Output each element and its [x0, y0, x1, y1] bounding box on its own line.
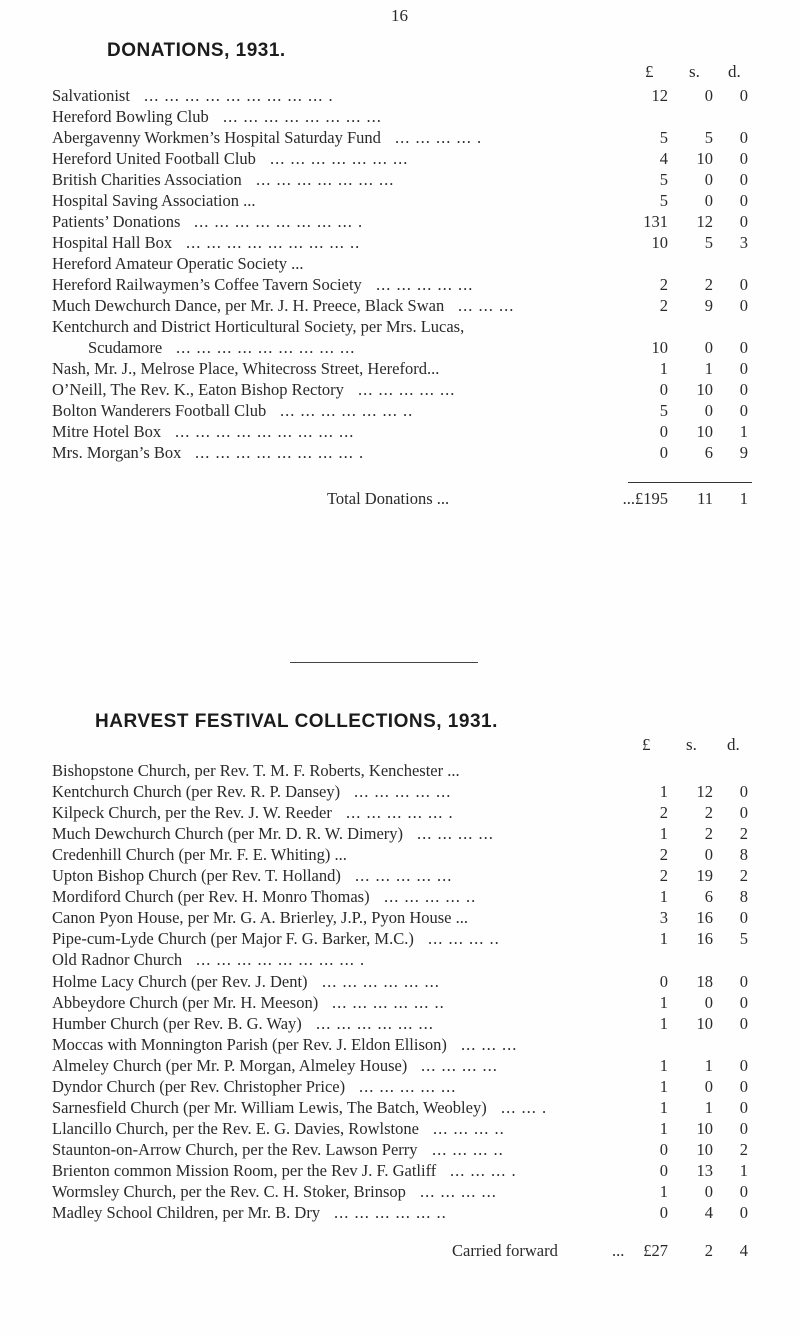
harvest-row-label: Madley School Children, per Mr. B. Dry [52, 1203, 321, 1223]
page-number: 16 [391, 6, 408, 25]
harvest-row-shillings: 10 [696, 1118, 713, 1138]
harvest-row [0, 865, 800, 887]
harvest-row-pence: 8 [739, 845, 748, 865]
harvest-row-pence: 0 [739, 908, 748, 928]
donation-row-pence: 0 [739, 128, 748, 147]
harvest-row-label: Humber Church (per Rev. B. G. Way) [52, 1013, 302, 1033]
donation-row-label: Bolton Wanderers Football Club [52, 401, 267, 420]
harvest-row-shillings: 0 [704, 1182, 713, 1201]
donation-row-label: Mitre Hotel Box [52, 422, 162, 441]
donation-row-pounds: 0 [659, 380, 668, 399]
donation-row-shillings: 10 [696, 380, 713, 399]
harvest-row-pence: 0 [739, 1055, 748, 1075]
leader-dots: ... ... ... ... ... ... ... ... . [194, 212, 364, 231]
leader-dots: ... ... ... ... ... ... ... [256, 170, 395, 189]
donation-row-pounds: 5 [659, 170, 668, 189]
carried-forward-dots: ... [612, 1241, 625, 1260]
harvest-row-pence: 0 [739, 1182, 748, 1201]
donation-row [0, 295, 800, 317]
donation-row-pence: 1 [739, 422, 748, 441]
harvest-row-label: Kentchurch Church (per Rev. R. P. Dansey) [52, 782, 341, 802]
donation-row-label: O’Neill, The Rev. K., Eaton Bishop Rectory [52, 380, 344, 399]
donation-row-pence: 0 [739, 149, 748, 168]
leader-dots: ... ... ... ... ... ... [322, 971, 440, 991]
harvest-row-pence: 2 [739, 866, 748, 886]
donation-row-pounds: 12 [651, 86, 668, 105]
harvest-row-pounds: 0 [659, 971, 668, 991]
harvest-row-shillings: 1 [704, 1055, 713, 1075]
harvest-row-shillings: 10 [696, 1013, 713, 1033]
donation-row-shillings: 6 [704, 443, 713, 462]
donation-row [0, 442, 800, 464]
donations-total-pounds: ...£195 [622, 489, 668, 508]
harvest-row-label: Kilpeck Church, per the Rev. J. W. Reeder [52, 803, 332, 823]
harvest-row-shillings: 2 [704, 824, 713, 844]
donation-row-pence: 9 [739, 443, 748, 462]
harvest-row-pounds: 1 [659, 1013, 668, 1033]
harvest-row-pounds: 1 [659, 887, 668, 907]
harvest-row-pence: 0 [739, 803, 748, 823]
donation-row-shillings: 0 [704, 401, 713, 420]
harvest-row [0, 886, 800, 908]
donation-row-label: Hospital Hall Box [52, 233, 173, 252]
harvest-row-label: Llancillo Church, per the Rev. E. G. Davies, Rowlstone [52, 1118, 419, 1138]
harvest-row-label: Moccas with Monnington Parish (per Rev. J. Eldon Ellison) [52, 1034, 447, 1054]
harvest-row-shillings: 13 [696, 1160, 713, 1180]
leader-dots: ... ... ... ... .. [384, 887, 477, 907]
harvest-row [0, 1055, 800, 1077]
leader-dots: ... ... ... ... [421, 1055, 498, 1075]
leader-dots: ... ... ... ... ... .. [334, 1203, 447, 1223]
harvest-row [0, 928, 800, 950]
donation-row-pence: 0 [739, 275, 748, 294]
harvest-row [0, 844, 800, 866]
donation-row [0, 148, 800, 170]
donation-row [0, 400, 800, 422]
harvest-row-shillings: 6 [704, 887, 713, 907]
harvest-row-label: Much Dewchurch Church (per Mr. D. R. W. Dimery) [52, 824, 404, 844]
leader-dots: ... ... ... ... ... [358, 380, 456, 399]
harvest-row-label: Holme Lacy Church (per Rev. J. Dent) [52, 971, 308, 991]
donation-row-pounds: 1 [659, 359, 668, 378]
harvest-row-pence: 0 [739, 782, 748, 802]
harvest-row-label: Bishopstone Church, per Rev. T. M. F. Roberts, Kenchester ... [52, 761, 460, 780]
donation-row-shillings: 12 [696, 212, 713, 231]
carried-forward-pence: 4 [739, 1241, 748, 1260]
leader-dots: ... ... ... ... ... ... [316, 1013, 434, 1033]
harvest-row-pence: 0 [739, 1118, 748, 1138]
harvest-pence-header: d. [727, 735, 740, 754]
donation-row-pounds: 131 [643, 212, 668, 231]
donation-row-pounds: 10 [651, 233, 668, 252]
donation-row-pounds: 10 [651, 338, 668, 357]
donation-row [0, 211, 800, 233]
harvest-row-label: Canon Pyon House, per Mr. G. A. Brierley, J.P., Pyon House ... [52, 908, 469, 928]
harvest-row-label: Old Radnor Church [52, 950, 183, 970]
leader-dots: ... ... ... ... ... ... ... ... . [195, 443, 365, 462]
donation-row-label: Mrs. Morgan’s Box [52, 443, 182, 462]
donation-row [0, 106, 800, 128]
donation-row [0, 337, 800, 359]
harvest-row-shillings: 0 [704, 992, 713, 1012]
harvest-row-pence: 0 [739, 971, 748, 991]
harvest-row-label: Upton Bishop Church (per Rev. T. Holland) [52, 866, 341, 886]
leader-dots: ... ... ... ... ... ... ... ... ... [175, 422, 355, 441]
donation-row-pounds: 2 [659, 275, 668, 294]
donation-row-label: Scudamore [88, 338, 163, 357]
donation-row-label: Hereford Bowling Club [52, 107, 209, 126]
donation-row-shillings: 10 [696, 149, 713, 168]
harvest-row-pence: 2 [739, 1139, 748, 1159]
leader-dots: ... ... ... ... ... [376, 275, 474, 294]
harvest-row-pence: 0 [739, 1013, 748, 1033]
harvest-row-pounds: 0 [659, 1160, 668, 1180]
donation-row [0, 379, 800, 401]
donation-row-pounds: 5 [659, 401, 668, 420]
harvest-row-pounds: 2 [659, 803, 668, 823]
carried-forward-pounds: £27 [643, 1241, 668, 1260]
donation-row-shillings: 10 [696, 422, 713, 441]
donation-row-pounds: 2 [659, 296, 668, 315]
donation-row [0, 274, 800, 296]
harvest-row-label: Mordiford Church (per Rev. H. Monro Thomas) [52, 887, 370, 907]
carried-forward-shillings: 2 [704, 1241, 713, 1260]
section-separator [290, 662, 478, 663]
harvest-row [0, 907, 800, 929]
harvest-row [0, 1034, 800, 1056]
donation-row-label: Hereford United Football Club [52, 149, 256, 168]
harvest-row-pence: 1 [739, 1160, 748, 1180]
donation-row [0, 190, 800, 212]
harvest-row [0, 1202, 800, 1224]
donation-row [0, 358, 800, 380]
harvest-row [0, 781, 800, 803]
leader-dots: ... ... ... ... ... [359, 1076, 457, 1096]
harvest-row-shillings: 18 [696, 971, 713, 991]
harvest-row-pounds: 2 [659, 845, 668, 865]
donation-row-pence: 0 [739, 86, 748, 105]
donations-total-shillings: 11 [697, 489, 713, 508]
donation-row-label: Hospital Saving Association ... [52, 191, 256, 210]
harvest-title: HARVEST FESTIVAL COLLECTIONS, 1931. [95, 711, 498, 732]
donation-row-pence: 3 [739, 233, 748, 252]
harvest-row-pence: 8 [739, 887, 748, 907]
leader-dots: ... ... . [501, 1097, 548, 1117]
leader-dots: ... ... ... [461, 1034, 518, 1054]
harvest-row-pounds: 1 [659, 782, 668, 802]
donation-row-label: Abergavenny Workmen’s Hospital Saturday Fund [52, 128, 381, 147]
harvest-row [0, 1139, 800, 1161]
donations-total-rule [628, 482, 752, 483]
donation-row-pounds: 5 [659, 191, 668, 210]
harvest-row-pounds: 2 [659, 866, 668, 886]
leader-dots: ... ... ... ... ... ... ... ... ... . [144, 86, 334, 105]
donation-row-shillings: 1 [704, 359, 713, 378]
leader-dots: ... ... ... [458, 296, 515, 315]
harvest-row-shillings: 1 [704, 1097, 713, 1117]
donations-total-row [0, 488, 800, 510]
donation-row-label: Hereford Amateur Operatic Society ... [52, 254, 304, 273]
harvest-row-pounds: 1 [659, 1118, 668, 1138]
harvest-row [0, 949, 800, 971]
donation-row-pence: 0 [739, 401, 748, 420]
harvest-row-shillings: 12 [696, 782, 713, 802]
donation-row [0, 253, 800, 275]
donation-row-shillings: 0 [704, 170, 713, 189]
harvest-row-shillings: 19 [696, 866, 713, 886]
donation-row-pence: 0 [739, 170, 748, 189]
donation-row [0, 421, 800, 443]
harvest-row [0, 1118, 800, 1140]
harvest-row-shillings: 16 [696, 908, 713, 928]
harvest-row-pence: 0 [739, 1097, 748, 1117]
donations-pounds-header: £ [645, 62, 654, 81]
donations-total-pence: 1 [739, 489, 748, 508]
donations-shillings-header: s. [689, 62, 700, 81]
harvest-row-label: Staunton-on-Arrow Church, per the Rev. Lawson Perry [52, 1139, 418, 1159]
donation-row-label: Hereford Railwaymen’s Coffee Tavern Society [52, 275, 362, 294]
harvest-row-pence: 5 [739, 929, 748, 949]
harvest-row [0, 823, 800, 845]
donation-row [0, 127, 800, 149]
donation-row [0, 232, 800, 254]
harvest-row-pence: 0 [739, 1076, 748, 1096]
donation-row-pence: 0 [739, 212, 748, 231]
leader-dots: ... ... ... ... ... ... .. [280, 401, 414, 420]
leader-dots: ... ... ... .. [432, 1139, 504, 1159]
donation-row-label: Nash, Mr. J., Melrose Place, Whitecross Street, Hereford... [52, 359, 440, 378]
donations-total-label: Total Donations ... [327, 489, 450, 508]
donation-row-shillings: 9 [704, 296, 713, 315]
donation-row-pence: 0 [739, 296, 748, 315]
harvest-row [0, 760, 800, 782]
leader-dots: ... ... ... ... ... ... ... ... . [196, 950, 366, 970]
harvest-pounds-header: £ [642, 735, 651, 754]
donation-row-shillings: 0 [704, 338, 713, 357]
donation-row [0, 316, 800, 338]
harvest-row-shillings: 2 [704, 803, 713, 823]
harvest-row [0, 971, 800, 993]
harvest-row-label: Dyndor Church (per Rev. Christopher Price) [52, 1076, 346, 1096]
donation-row-shillings: 0 [704, 86, 713, 105]
harvest-row [0, 1181, 800, 1203]
harvest-row [0, 1076, 800, 1098]
harvest-row [0, 1097, 800, 1119]
harvest-row-shillings: 16 [696, 929, 713, 949]
harvest-row [0, 1013, 800, 1035]
harvest-row [0, 1160, 800, 1182]
harvest-row-pence: 0 [739, 992, 748, 1012]
donation-row-label: Patients’ Donations [52, 212, 181, 231]
harvest-row-pounds: 1 [659, 929, 668, 949]
donation-row-pounds: 0 [659, 422, 668, 441]
harvest-row-label: Almeley Church (per Mr. P. Morgan, Almeley House) [52, 1055, 408, 1075]
donation-row-shillings: 5 [704, 128, 713, 147]
harvest-row [0, 992, 800, 1014]
leader-dots: ... ... ... ... ... .. [332, 992, 445, 1012]
harvest-row-pounds: 1 [659, 1182, 668, 1201]
donation-row-label: Salvationist [52, 86, 130, 105]
harvest-row-pounds: 0 [659, 1139, 668, 1159]
harvest-row-shillings: 10 [696, 1139, 713, 1159]
harvest-row-shillings: 4 [704, 1203, 713, 1223]
harvest-row-pounds: 1 [659, 992, 668, 1012]
donation-row-pounds: 0 [659, 443, 668, 462]
leader-dots: ... ... ... ... ... ... ... ... .. [186, 233, 361, 252]
donation-row-pounds: 5 [659, 128, 668, 147]
leader-dots: ... ... ... ... ... ... ... ... ... [176, 338, 356, 357]
donation-row-label: Kentchurch and District Horticultural Society, per Mrs. Lucas, [52, 317, 465, 336]
harvest-row-label: Wormsley Church, per the Rev. C. H. Stoker, Brinsop [52, 1182, 406, 1201]
harvest-row-pounds: 1 [659, 1055, 668, 1075]
donation-row [0, 85, 800, 107]
leader-dots: ... ... ... ... ... ... ... ... [223, 107, 382, 126]
harvest-shillings-header: s. [686, 735, 697, 754]
harvest-row-shillings: 0 [704, 1076, 713, 1096]
harvest-row-label: Abbeydore Church (per Mr. H. Meeson) [52, 992, 319, 1012]
donation-row-shillings: 5 [704, 233, 713, 252]
carried-forward-label: Carried forward [452, 1241, 558, 1260]
leader-dots: ... ... ... .. [433, 1118, 505, 1138]
harvest-row-pounds: 1 [659, 1076, 668, 1096]
donation-row-label: Much Dewchurch Dance, per Mr. J. H. Preece, Black Swan [52, 296, 445, 315]
carried-forward-row [0, 1240, 800, 1262]
donation-row [0, 169, 800, 191]
leader-dots: ... ... ... . [450, 1160, 517, 1180]
harvest-row-pence: 0 [739, 1203, 748, 1223]
leader-dots: ... ... ... ... ... ... ... [270, 149, 409, 168]
donation-row-pence: 0 [739, 338, 748, 357]
harvest-row-label: Sarnesfield Church (per Mr. William Lewis, The Batch, Weobley) [52, 1097, 487, 1117]
leader-dots: ... ... ... .. [428, 929, 500, 949]
donation-row-pence: 0 [739, 380, 748, 399]
leader-dots: ... ... ... ... [417, 824, 494, 844]
leader-dots: ... ... ... ... ... [355, 866, 453, 886]
leader-dots: ... ... ... ... ... [354, 782, 452, 802]
harvest-row-pounds: 0 [659, 1203, 668, 1223]
leader-dots: ... ... ... ... . [395, 128, 483, 147]
harvest-row-label: Credenhill Church (per Mr. F. E. Whiting) ... [52, 845, 347, 865]
harvest-row-pounds: 1 [659, 824, 668, 844]
leader-dots: ... ... ... ... ... . [346, 803, 454, 823]
donation-row-shillings: 2 [704, 275, 713, 294]
donation-row-pence: 0 [739, 191, 748, 210]
donations-pence-header: d. [728, 62, 741, 81]
harvest-row-pounds: 1 [659, 1097, 668, 1117]
harvest-row-label: Pipe-cum-Lyde Church (per Major F. G. Barker, M.C.) [52, 929, 414, 949]
donation-row-pounds: 4 [659, 149, 668, 168]
donation-row-label: British Charities Association [52, 170, 242, 189]
harvest-row-pounds: 3 [659, 908, 668, 928]
harvest-row [0, 802, 800, 824]
donation-row-pence: 0 [739, 359, 748, 378]
donation-row-shillings: 0 [704, 191, 713, 210]
leader-dots: ... ... ... ... [420, 1182, 497, 1201]
harvest-row-shillings: 0 [704, 845, 713, 865]
harvest-row-label: Brienton common Mission Room, per the Rev J. F. Gatliff [52, 1160, 437, 1180]
harvest-row-pence: 2 [739, 824, 748, 844]
donations-title: DONATIONS, 1931. [107, 40, 286, 61]
